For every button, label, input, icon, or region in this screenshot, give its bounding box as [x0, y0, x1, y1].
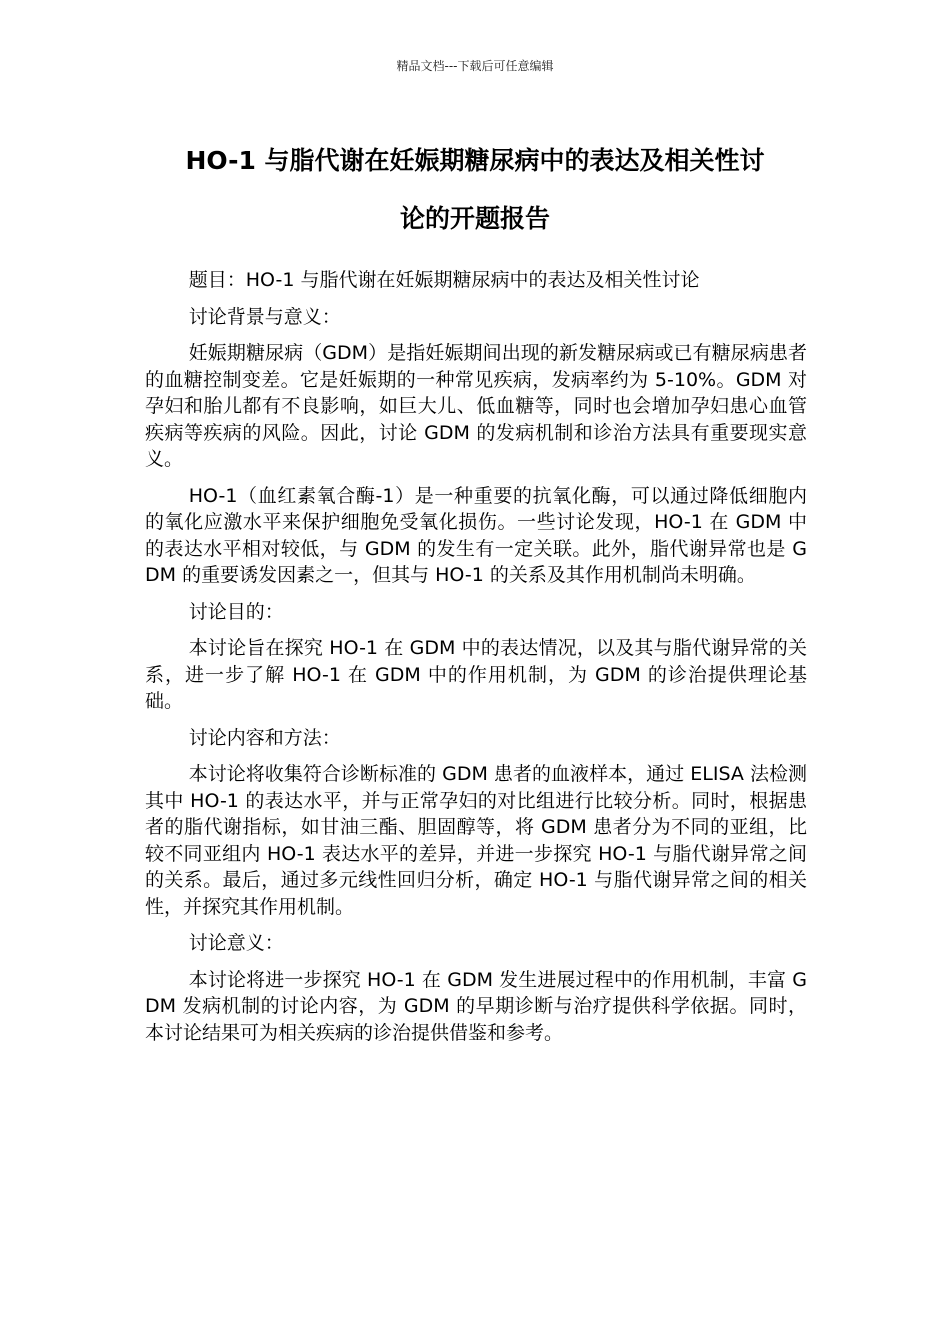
- methods-heading: 讨论内容和方法：: [188, 726, 341, 749]
- significance-heading: 讨论意义：: [188, 932, 284, 954]
- topic-line: 题目：HO-1 与脂代谢在妊娠期糖尿病中的表达及相关性讨论: [188, 269, 700, 291]
- background-paragraph-2: HO-1（血红素氧合酶-1）是一种重要的抗氧化酶，可以通过降低细胞内的氧化应激水平来保护细胞免受氧化损伤。一些讨论发现，HO-1 在 GDM 中的表达水平相对较低，与 GDM 的发生有一定关联。此外，脂代谢异常也是 GDM 的重要诱发因素之一，但其与 HO-1 的关系及其作用机制尚未明确。: [145, 484, 807, 586]
- purpose-paragraph: 本讨论旨在探究 HO-1 在 GDM 中的表达情况，以及其与脂代谢异常的关系，进一步了解 HO-1 在 GDM 中的作用机制，为 GDM 的诊治提供理论基础。: [145, 637, 807, 712]
- document-body: [145, 267, 807, 1056]
- background-paragraph-1: 妊娠期糖尿病（GDM）是指妊娠期间出现的新发糖尿病或已有糖尿病患者的血糖控制变差。它是妊娠期的一种常见疾病，发病率约为 5-10%。GDM 对孕妇和胎儿都有不良影响，如巨大儿、低血糖等，同时也会增加孕妇患心血管疾病等疾病的风险。因此，讨论 GDM 的发病机制和诊治方法具有重要现实意义。: [145, 342, 807, 470]
- purpose-heading: 讨论目的：: [188, 600, 284, 623]
- page-header: 精品文档---下载后可任意编辑: [396, 59, 554, 73]
- document-title: [145, 132, 805, 248]
- document-title-line-2: 论的开题报告: [399, 204, 550, 233]
- methods-paragraph: 本讨论将收集符合诊断标准的 GDM 患者的血液样本，通过 ELISA 法检测其中 HO-1 的表达水平，并与正常孕妇的对比组进行比较分析。同时，根据患者的脂代谢指标，如甘油三酯、胆固醇等，将 GDM 患者分为不同的亚组，比较不同亚组内 HO-1 表达水平的差异，并进一步探究 HO-1 与脂代谢异常之间的关系。最后，通过多元线性回归分析，确定 HO-1 与脂代谢异常之间的相关性，并探究其作用机制。: [145, 763, 807, 918]
- background-heading: 讨论背景与意义：: [188, 305, 341, 328]
- document-title-line-1: HO-1 与脂代谢在妊娠期糖尿病中的表达及相关性讨: [185, 146, 765, 175]
- significance-paragraph: 本讨论将进一步探究 HO-1 在 GDM 发生进展过程中的作用机制，丰富 GDM 发病机制的讨论内容，为 GDM 的早期诊断与治疗提供科学依据。同时，本讨论结果可为相关疾病的诊治提供借鉴和参考。: [145, 968, 807, 1044]
